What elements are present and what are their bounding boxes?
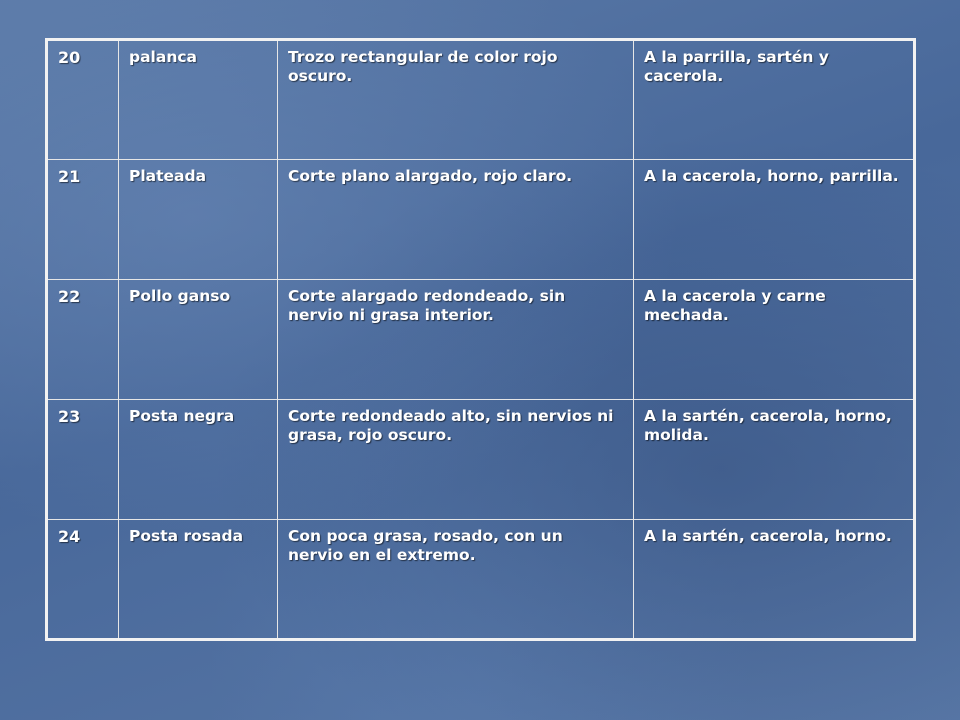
table-row: [47, 40, 915, 160]
cut-cooking-method: A la sartén, cacerola, horno, molida.: [634, 400, 915, 520]
table-row: [47, 400, 915, 520]
cut-description: Corte alargado redondeado, sin nervio ni grasa interior.: [278, 280, 634, 400]
cut-number: 22: [47, 280, 119, 400]
cut-name: Posta rosada: [119, 520, 278, 640]
cut-description: Con poca grasa, rosado, con un nervio en el extremo.: [278, 520, 634, 640]
meat-cuts-table: [45, 38, 916, 641]
table-row: [47, 160, 915, 280]
cut-cooking-method: A la cacerola, horno, parrilla.: [634, 160, 915, 280]
cut-name: Pollo ganso: [119, 280, 278, 400]
cut-name: palanca: [119, 40, 278, 160]
cut-number: 21: [47, 160, 119, 280]
table-row: [47, 280, 915, 400]
cut-number: 23: [47, 400, 119, 520]
cut-description: Corte redondeado alto, sin nervios ni grasa, rojo oscuro.: [278, 400, 634, 520]
cut-description: Trozo rectangular de color rojo oscuro.: [278, 40, 634, 160]
cut-number: 20: [47, 40, 119, 160]
cut-name: Posta negra: [119, 400, 278, 520]
cut-description: Corte plano alargado, rojo claro.: [278, 160, 634, 280]
cut-cooking-method: A la parrilla, sartén y cacerola.: [634, 40, 915, 160]
cut-name: Plateada: [119, 160, 278, 280]
cut-cooking-method: A la sartén, cacerola, horno.: [634, 520, 915, 640]
cut-number: 24: [47, 520, 119, 640]
cut-cooking-method: A la cacerola y carne mechada.: [634, 280, 915, 400]
table-row: [47, 520, 915, 640]
